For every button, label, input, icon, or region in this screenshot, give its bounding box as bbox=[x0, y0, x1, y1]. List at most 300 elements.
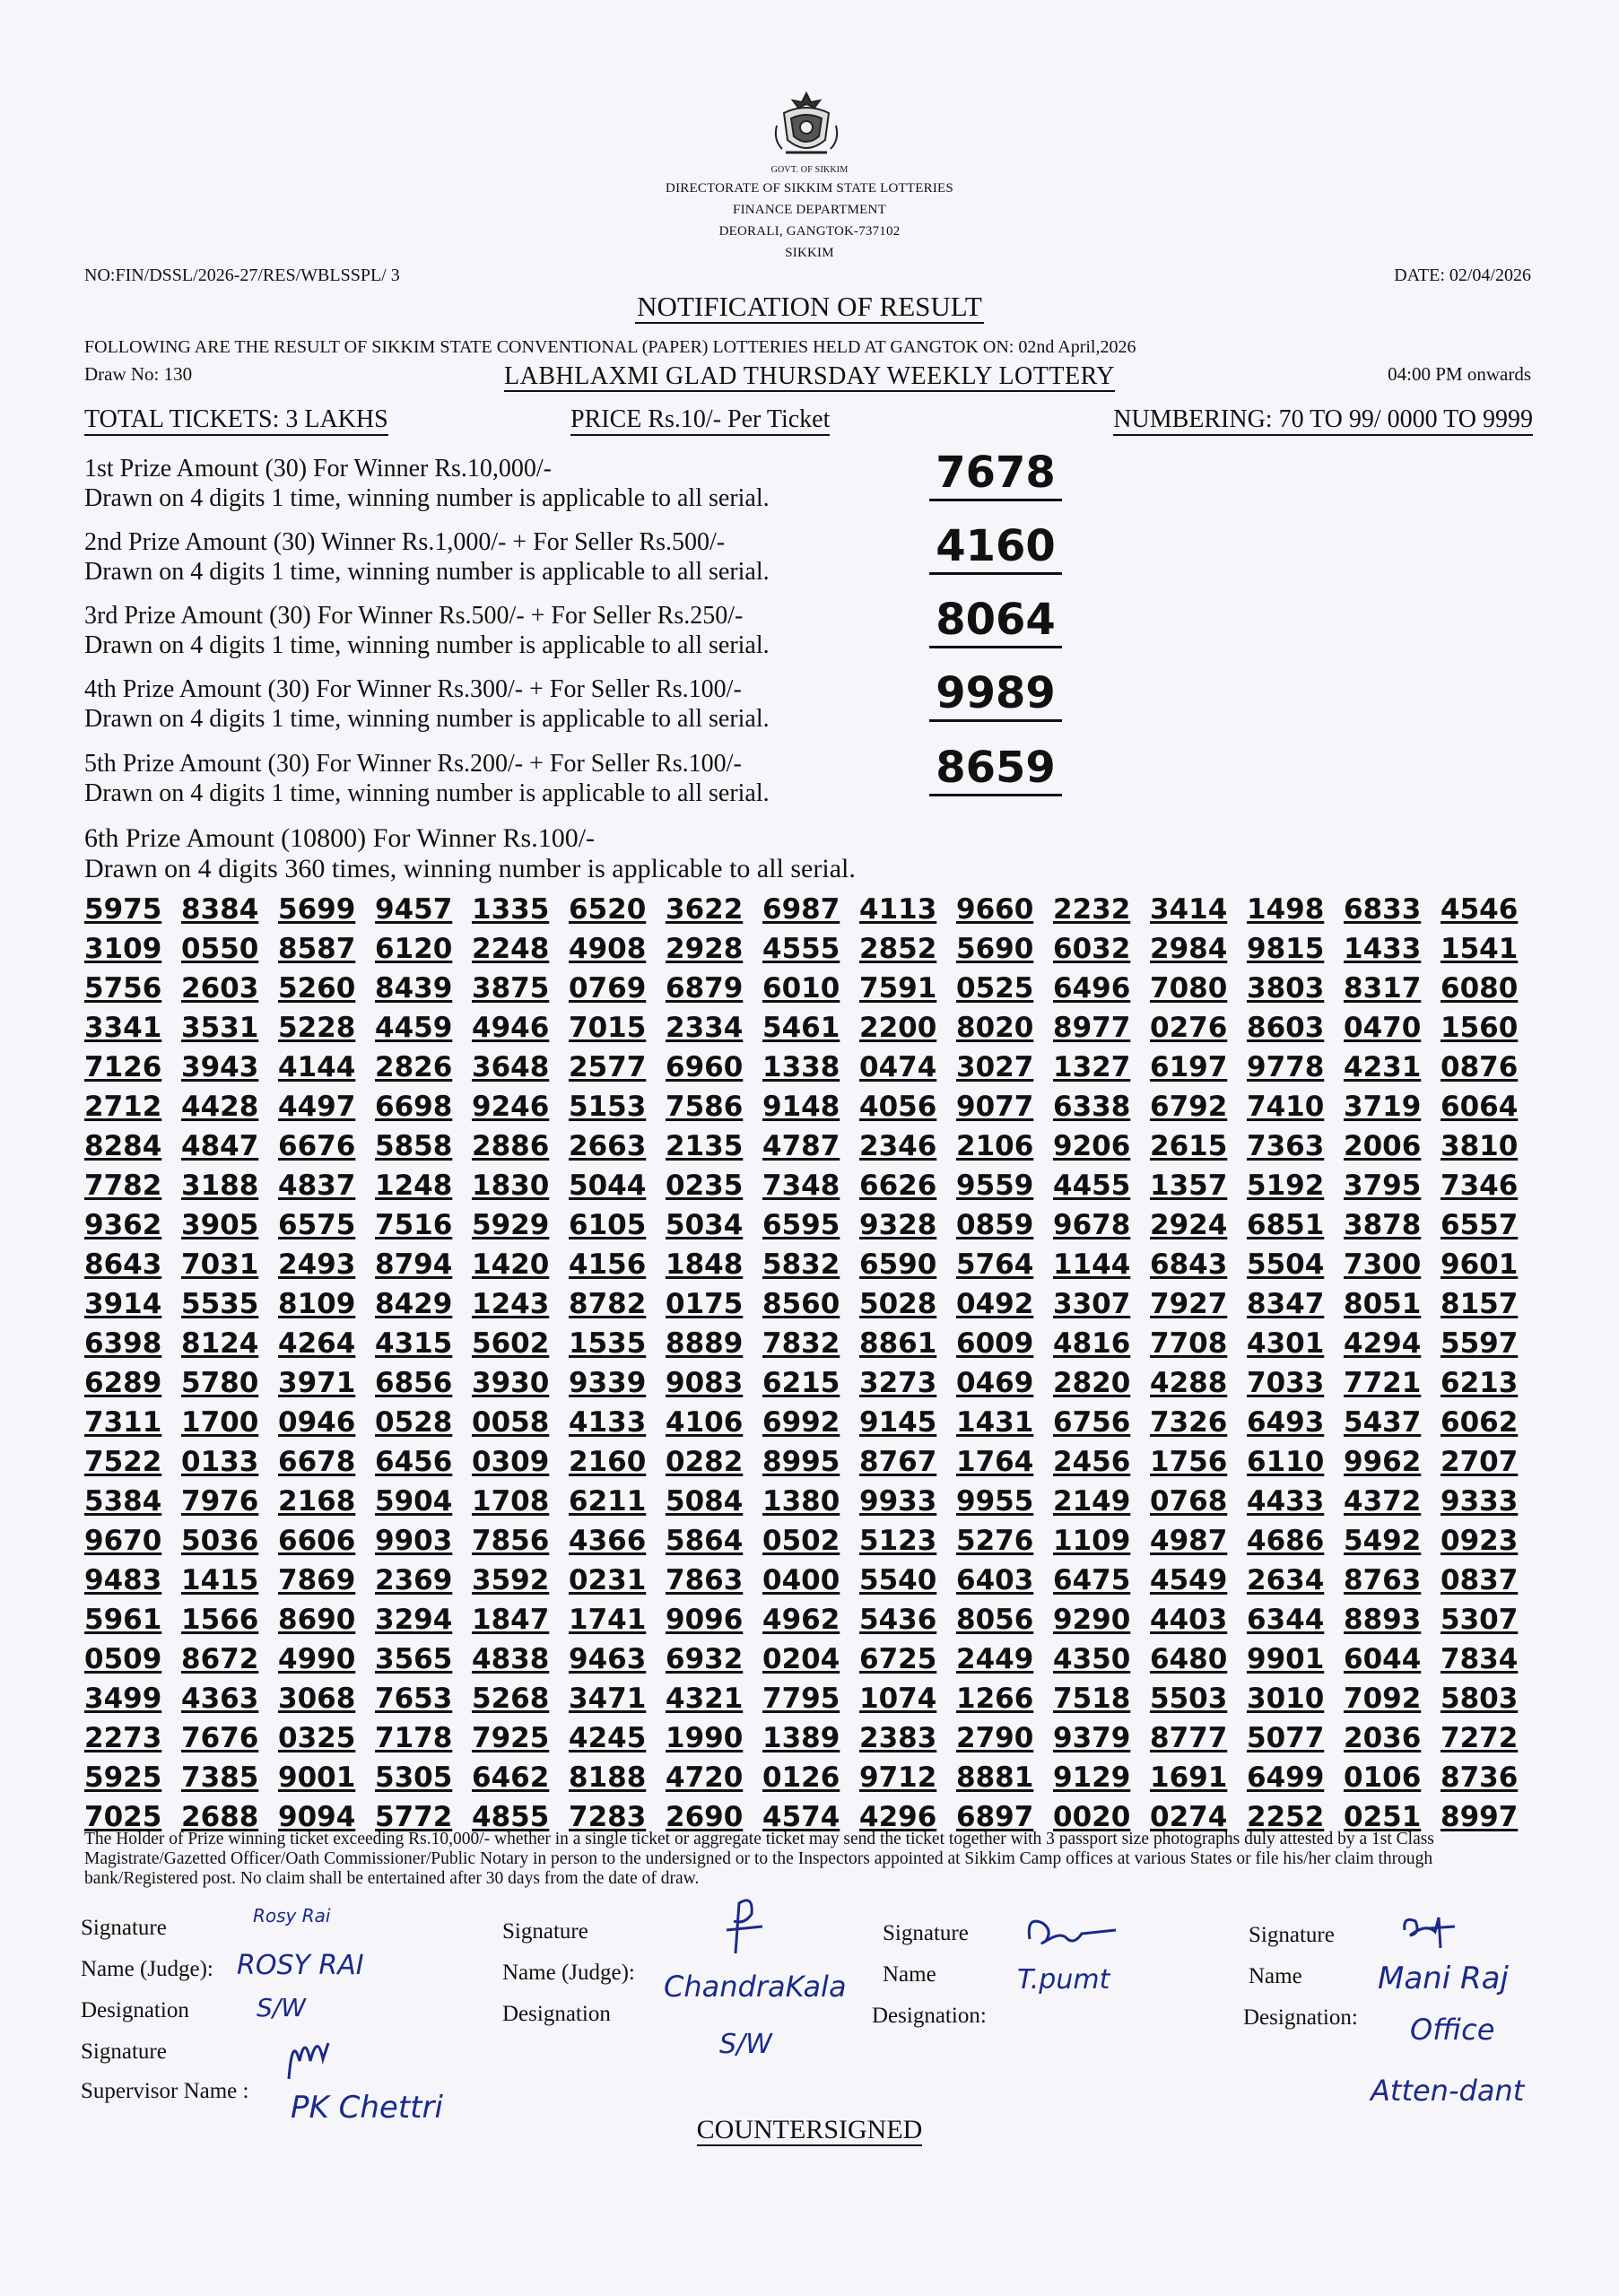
prize-6-number: 5504 bbox=[1247, 1248, 1325, 1281]
prize-6-number: 1560 bbox=[1441, 1012, 1519, 1044]
prize-6-number: 5260 bbox=[278, 972, 356, 1004]
prize-6-number: 8893 bbox=[1344, 1604, 1422, 1636]
prize-6-number: 6987 bbox=[762, 893, 840, 926]
prize-6-number: 0502 bbox=[762, 1525, 840, 1557]
prize-6-number: 4156 bbox=[569, 1248, 647, 1281]
supervisor-name-value: PK Chettri bbox=[291, 2090, 443, 2126]
prize-6-number: 3531 bbox=[181, 1012, 259, 1044]
prize-6-number: 2615 bbox=[1150, 1130, 1228, 1162]
prize-6-number: 6062 bbox=[1441, 1406, 1519, 1439]
draw-description: FOLLOWING ARE THE RESULT OF SIKKIM STATE CONVENTIONAL (PAPER) LOTTERIES HELD AT GANGTOK ON: 02nd April,2026 bbox=[84, 337, 1136, 357]
prize-6-number: 4546 bbox=[1441, 893, 1519, 926]
prize-6-number: 4847 bbox=[181, 1130, 259, 1162]
prize-6-number: 5036 bbox=[181, 1525, 259, 1557]
prize-6-number: 1566 bbox=[181, 1604, 259, 1636]
prize-6-number: 0274 bbox=[1150, 1801, 1228, 1833]
prize-6-number: 6044 bbox=[1344, 1643, 1422, 1675]
prize-6-number: 2603 bbox=[181, 972, 259, 1004]
prize-6-number: 5034 bbox=[666, 1209, 744, 1241]
prize-6-number: 4428 bbox=[181, 1091, 259, 1123]
prize-6-number: 7591 bbox=[859, 972, 937, 1004]
prize-6-number: 4366 bbox=[569, 1525, 647, 1557]
prize-6-number: 6480 bbox=[1150, 1643, 1228, 1675]
prize-6-number: 7348 bbox=[762, 1170, 840, 1202]
col4-designation-label: Designation: bbox=[1243, 2005, 1358, 2030]
col1-signature-handwriting: Rosy Rai bbox=[253, 1905, 331, 1926]
prize-6-number: 3565 bbox=[375, 1643, 453, 1675]
prize-6-number: 9094 bbox=[278, 1801, 356, 1833]
prize-6-number: 0020 bbox=[1053, 1801, 1131, 1833]
col3-designation-label: Designation: bbox=[872, 2004, 987, 2028]
prize-6-number: 4403 bbox=[1150, 1604, 1228, 1636]
prize-6-number: 4433 bbox=[1247, 1485, 1325, 1518]
prize-6-number: 1420 bbox=[472, 1248, 550, 1281]
prize-6-number: 6960 bbox=[666, 1051, 744, 1083]
prize-6-number: 1357 bbox=[1150, 1170, 1228, 1202]
prize-6-number: 3307 bbox=[1053, 1288, 1131, 1320]
prize-6-number: 0528 bbox=[375, 1406, 453, 1439]
prize-6-number: 9955 bbox=[956, 1485, 1034, 1518]
prize-6-number: 1700 bbox=[181, 1406, 259, 1439]
prize-6-number: 8794 bbox=[375, 1248, 453, 1281]
prize-6-number: 2149 bbox=[1053, 1485, 1131, 1518]
prize-6-number: 4056 bbox=[859, 1091, 937, 1123]
prize-6-number: 2493 bbox=[278, 1248, 356, 1281]
prize-6-number: 8429 bbox=[375, 1288, 453, 1320]
prize-6-number: 9145 bbox=[859, 1406, 937, 1439]
prize-6-number: 1990 bbox=[666, 1722, 744, 1754]
prize-6-number: 2248 bbox=[472, 933, 550, 965]
prize-6-number: 6698 bbox=[375, 1091, 453, 1123]
prize-6-number: 6215 bbox=[762, 1367, 840, 1399]
prize-6-number: 9901 bbox=[1247, 1643, 1325, 1675]
reference-number: NO:FIN/DSSL/2026-27/RES/WBLSSPL/ 3 bbox=[84, 265, 400, 285]
prize-6-number: 0231 bbox=[569, 1564, 647, 1596]
prize-6-number: 4363 bbox=[181, 1683, 259, 1715]
prize-6-number: 7522 bbox=[84, 1446, 162, 1478]
prize-6-number: 1848 bbox=[666, 1248, 744, 1281]
prize-6-number: 8782 bbox=[569, 1288, 647, 1320]
prize-6-number: 7363 bbox=[1247, 1130, 1325, 1162]
prize-6-number: 6493 bbox=[1247, 1406, 1325, 1439]
prize-6-number: 5503 bbox=[1150, 1683, 1228, 1715]
prize-6-number: 1830 bbox=[472, 1170, 550, 1202]
prize-6-number: 6676 bbox=[278, 1130, 356, 1162]
prize-6-number: 1764 bbox=[956, 1446, 1034, 1478]
prize-6-number: 8020 bbox=[956, 1012, 1034, 1044]
prize-6-number: 4264 bbox=[278, 1327, 356, 1360]
prize-6-number: 6010 bbox=[762, 972, 840, 1004]
prize-6-number: 6032 bbox=[1053, 933, 1131, 965]
prize-6-number: 1415 bbox=[181, 1564, 259, 1596]
prize-6-number: 0204 bbox=[762, 1643, 840, 1675]
col3-signature-label: Signature bbox=[883, 1921, 969, 1945]
prize-4-winning-number: 9989 bbox=[929, 667, 1062, 722]
prize-6-number: 0769 bbox=[569, 972, 647, 1004]
prize-6-number: 5307 bbox=[1441, 1604, 1519, 1636]
prize-6-number: 9712 bbox=[859, 1761, 937, 1794]
prize-6-number: 5832 bbox=[762, 1248, 840, 1281]
prize-6-number: 3414 bbox=[1150, 893, 1228, 926]
prize-6-number: 2688 bbox=[181, 1801, 259, 1833]
prize-6-number: 9670 bbox=[84, 1525, 162, 1557]
prize-6-number: 2252 bbox=[1247, 1801, 1325, 1833]
prize-6-number: 5699 bbox=[278, 893, 356, 926]
prize-6-number: 4855 bbox=[472, 1801, 550, 1833]
lottery-name: LABHLAXMI GLAD THURSDAY WEEKLY LOTTERY bbox=[504, 362, 1115, 390]
prize-6-number: 6595 bbox=[762, 1209, 840, 1241]
prize-6-number: 3878 bbox=[1344, 1209, 1422, 1241]
prize-6-number: 0859 bbox=[956, 1209, 1034, 1241]
notification-title: NOTIFICATION OF RESULT bbox=[637, 291, 982, 322]
prize-6-number: 1243 bbox=[472, 1288, 550, 1320]
prize-6-number: 0946 bbox=[278, 1406, 356, 1439]
prize-6-number: 9246 bbox=[472, 1091, 550, 1123]
prize-6-number: 4321 bbox=[666, 1683, 744, 1715]
prize-6-number: 8767 bbox=[859, 1446, 937, 1478]
prize-6-number: 7300 bbox=[1344, 1248, 1422, 1281]
prize-6-number: 9483 bbox=[84, 1564, 162, 1596]
prize-6-number: 5436 bbox=[859, 1604, 937, 1636]
prize-6-number: 4113 bbox=[859, 893, 937, 926]
prize-6-number: 9601 bbox=[1441, 1248, 1519, 1281]
prize-6-number: 0470 bbox=[1344, 1012, 1422, 1044]
prize-6-number: 8347 bbox=[1247, 1288, 1325, 1320]
prize-6-number: 2273 bbox=[84, 1722, 162, 1754]
prize-6-number: 9463 bbox=[569, 1643, 647, 1675]
prize-6-number: 9148 bbox=[762, 1091, 840, 1123]
prize-6-number: 5192 bbox=[1247, 1170, 1325, 1202]
prize-6-number: 4372 bbox=[1344, 1485, 1422, 1518]
prize-6-number: 7410 bbox=[1247, 1091, 1325, 1123]
prize-6-number: 3810 bbox=[1441, 1130, 1519, 1162]
supervisor-name-label: Supervisor Name : bbox=[81, 2079, 249, 2103]
prize-6-number: 3622 bbox=[666, 893, 744, 926]
prize-3-text: 3rd Prize Amount (30) For Winner Rs.500/- + For Seller Rs.250/- Drawn on 4 digits 1 time, winning number is applicable to all serial. bbox=[84, 602, 770, 659]
prize-6-number: 2852 bbox=[859, 933, 937, 965]
prize-6-number: 1338 bbox=[762, 1051, 840, 1083]
prize-6-number: 9457 bbox=[375, 893, 453, 926]
prize-6-number: 2160 bbox=[569, 1446, 647, 1478]
prize-6-number: 7126 bbox=[84, 1051, 162, 1083]
prize-6-number: 7782 bbox=[84, 1170, 162, 1202]
prize-6-number: 0768 bbox=[1150, 1485, 1228, 1518]
prize-6-number: 8995 bbox=[762, 1446, 840, 1478]
prize-6-number: 1335 bbox=[472, 893, 550, 926]
countersigned-label: COUNTERSIGNED bbox=[696, 2115, 923, 2144]
prize-6-number: 6403 bbox=[956, 1564, 1034, 1596]
address: DEORALI, GANGTOK-737102 bbox=[718, 224, 901, 239]
prize-6-number: 5268 bbox=[472, 1683, 550, 1715]
prize-6-number: 5803 bbox=[1441, 1683, 1519, 1715]
prize-6-number: 8777 bbox=[1150, 1722, 1228, 1754]
prize-6-number: 3795 bbox=[1344, 1170, 1422, 1202]
prize-6-number: 7925 bbox=[472, 1722, 550, 1754]
prize-6-number: 7385 bbox=[181, 1761, 259, 1794]
prize-6-number: 5961 bbox=[84, 1604, 162, 1636]
prize-6-number: 0133 bbox=[181, 1446, 259, 1478]
prize-6-number: 2928 bbox=[666, 933, 744, 965]
prize-6-number: 1389 bbox=[762, 1722, 840, 1754]
numbering-range: NUMBERING: 70 TO 99/ 0000 TO 9999 bbox=[1113, 405, 1533, 434]
prize-6-number: 5084 bbox=[666, 1485, 744, 1518]
prize-6-number: 6064 bbox=[1441, 1091, 1519, 1123]
prize-6-number: 4787 bbox=[762, 1130, 840, 1162]
prize-6-number: 3914 bbox=[84, 1288, 162, 1320]
prize-6-number: 1756 bbox=[1150, 1446, 1228, 1478]
prize-6-number: 7518 bbox=[1053, 1683, 1131, 1715]
prize-6-number: 9815 bbox=[1247, 933, 1325, 965]
prize-6-number: 2200 bbox=[859, 1012, 937, 1044]
prize-6-number: 9129 bbox=[1053, 1761, 1131, 1794]
prize-6-number: 8690 bbox=[278, 1604, 356, 1636]
col4-designation-value-2: Atten-dant bbox=[1371, 2074, 1525, 2108]
prize-6-number: 2826 bbox=[375, 1051, 453, 1083]
prize-2-text: 2nd Prize Amount (30) Winner Rs.1,000/- + For Seller Rs.500/- Drawn on 4 digits 1 time, winning number is applicable to all serial. bbox=[84, 528, 770, 586]
prize-6-number: 4106 bbox=[666, 1406, 744, 1439]
prize-6-number: 9559 bbox=[956, 1170, 1034, 1202]
prize-6-number: 6475 bbox=[1053, 1564, 1131, 1596]
prize-6-number: 8977 bbox=[1053, 1012, 1131, 1044]
prize-6-number: 9206 bbox=[1053, 1130, 1131, 1162]
prize-6-number: 4962 bbox=[762, 1604, 840, 1636]
prize-6-number: 5597 bbox=[1441, 1327, 1519, 1360]
prize-6-number: 6833 bbox=[1344, 893, 1422, 926]
prize-6-number: 5864 bbox=[666, 1525, 744, 1557]
prize-6-number: 5535 bbox=[181, 1288, 259, 1320]
prize-6-number: 7856 bbox=[472, 1525, 550, 1557]
prize-6-number: 7676 bbox=[181, 1722, 259, 1754]
prize-6-number: 9083 bbox=[666, 1367, 744, 1399]
prize-6-number: 7283 bbox=[569, 1801, 647, 1833]
prize-6-number: 6110 bbox=[1247, 1446, 1325, 1478]
prize-6-number: 9660 bbox=[956, 893, 1034, 926]
prize-6-number: 4686 bbox=[1247, 1525, 1325, 1557]
col2-designation-value: S/W bbox=[719, 2029, 772, 2060]
col3-name-value: T.pumt bbox=[1017, 1964, 1110, 1996]
prize-6-number: 0251 bbox=[1344, 1801, 1422, 1833]
col3-name-label: Name bbox=[883, 1962, 936, 1987]
prize-6-number: 3592 bbox=[472, 1564, 550, 1596]
department-name: FINANCE DEPARTMENT bbox=[733, 203, 886, 217]
prize-6-number: 2449 bbox=[956, 1643, 1034, 1675]
prize-6-number: 0923 bbox=[1441, 1525, 1519, 1557]
prize-6-number: 4816 bbox=[1053, 1327, 1131, 1360]
prize-6-number: 2690 bbox=[666, 1801, 744, 1833]
prize-6-number: 7033 bbox=[1247, 1367, 1325, 1399]
prize-1-winning-number: 7678 bbox=[929, 447, 1062, 501]
prize-6-number: 4837 bbox=[278, 1170, 356, 1202]
prize-6-number: 5153 bbox=[569, 1091, 647, 1123]
prize-6-number: 7092 bbox=[1344, 1683, 1422, 1715]
prize-6-number: 7586 bbox=[666, 1091, 744, 1123]
prize-6-number: 7346 bbox=[1441, 1170, 1519, 1202]
prize-6-number: 6932 bbox=[666, 1643, 744, 1675]
prize-6-number: 3027 bbox=[956, 1051, 1034, 1083]
prize-6-number: 4987 bbox=[1150, 1525, 1228, 1557]
prize-6-number: 4549 bbox=[1150, 1564, 1228, 1596]
prize-6-number: 8997 bbox=[1441, 1801, 1519, 1833]
prize-6-number: 8056 bbox=[956, 1604, 1034, 1636]
col2-name-label: Name (Judge): bbox=[502, 1961, 635, 1985]
prize-6-number: 9077 bbox=[956, 1091, 1034, 1123]
prize-6-number: 9379 bbox=[1053, 1722, 1131, 1754]
prize-6-number: 2924 bbox=[1150, 1209, 1228, 1241]
col3-signature-scribble bbox=[1023, 1912, 1121, 1952]
prize-6-number: 5123 bbox=[859, 1525, 937, 1557]
prize-6-number: 0469 bbox=[956, 1367, 1034, 1399]
prize-6-number: 5305 bbox=[375, 1761, 453, 1794]
prize-6-number: 1074 bbox=[859, 1683, 937, 1715]
prize-6-number: 3273 bbox=[859, 1367, 937, 1399]
prize-6-number: 5044 bbox=[569, 1170, 647, 1202]
prize-6-number: 2106 bbox=[956, 1130, 1034, 1162]
prize-6-number: 4315 bbox=[375, 1327, 453, 1360]
prize-6-number: 7516 bbox=[375, 1209, 453, 1241]
prize-6-number: 7795 bbox=[762, 1683, 840, 1715]
prize-6-number: 5540 bbox=[859, 1564, 937, 1596]
prize-6-number: 5764 bbox=[956, 1248, 1034, 1281]
prize-6-number: 1433 bbox=[1344, 933, 1422, 965]
prize-6-number: 2383 bbox=[859, 1722, 937, 1754]
col1-designation-value: S/W bbox=[257, 1993, 306, 2022]
prize-6-number: 3499 bbox=[84, 1683, 162, 1715]
sikkim-emblem-icon bbox=[770, 90, 843, 169]
prize-6-number: 5975 bbox=[84, 893, 162, 926]
prize-6-number: 7832 bbox=[762, 1327, 840, 1360]
prize-6-number: 7272 bbox=[1441, 1722, 1519, 1754]
prize-6-number: 5929 bbox=[472, 1209, 550, 1241]
prize-6-number: 3719 bbox=[1344, 1091, 1422, 1123]
prize-6-number: 8672 bbox=[181, 1643, 259, 1675]
prize-6-number: 6338 bbox=[1053, 1091, 1131, 1123]
prize-6-number: 5858 bbox=[375, 1130, 453, 1162]
prize-6-number: 0550 bbox=[181, 933, 259, 965]
col4-name-label: Name bbox=[1249, 1964, 1302, 1988]
col1-signature2-label: Signature bbox=[81, 2039, 167, 2064]
prize-6-number: 6462 bbox=[472, 1761, 550, 1794]
prize-6-number: 3943 bbox=[181, 1051, 259, 1083]
prize-6-number: 4301 bbox=[1247, 1327, 1325, 1360]
prize-6-number: 7080 bbox=[1150, 972, 1228, 1004]
prize-6-number: 6211 bbox=[569, 1485, 647, 1518]
prize-6-number: 7721 bbox=[1344, 1367, 1422, 1399]
col1-signature-label: Signature bbox=[81, 1916, 167, 1940]
prize-6-number: 4838 bbox=[472, 1643, 550, 1675]
prize-6-number: 3803 bbox=[1247, 972, 1325, 1004]
prize-6-number: 6557 bbox=[1441, 1209, 1519, 1241]
prize-6-number: 2346 bbox=[859, 1130, 937, 1162]
prize-6-number: 4990 bbox=[278, 1643, 356, 1675]
col4-name-value: Mani Raj bbox=[1378, 1961, 1509, 1996]
state-name: SIKKIM bbox=[785, 246, 834, 260]
prize-6-number: 6792 bbox=[1150, 1091, 1228, 1123]
prize-6-number: 4144 bbox=[278, 1051, 356, 1083]
col1-name-value: ROSY RAI bbox=[237, 1950, 364, 1981]
prize-6-number: 8439 bbox=[375, 972, 453, 1004]
prize-6-number: 1248 bbox=[375, 1170, 453, 1202]
prize-3-winning-number: 8064 bbox=[929, 594, 1062, 648]
prize-6-number: 4459 bbox=[375, 1012, 453, 1044]
prize-6-number: 3294 bbox=[375, 1604, 453, 1636]
prize-6-number: 2790 bbox=[956, 1722, 1034, 1754]
prize-6-number: 0492 bbox=[956, 1288, 1034, 1320]
prize-6-number: 5276 bbox=[956, 1525, 1034, 1557]
supervisor-signature-scribble bbox=[283, 2025, 337, 2088]
prize-6-number: 0276 bbox=[1150, 1012, 1228, 1044]
prize-6-number: 9903 bbox=[375, 1525, 453, 1557]
prize-6-number: 6843 bbox=[1150, 1248, 1228, 1281]
prize-6-number: 8587 bbox=[278, 933, 356, 965]
prize-6-number: 9362 bbox=[84, 1209, 162, 1241]
prize-6-number: 8284 bbox=[84, 1130, 162, 1162]
col2-name-value: ChandraKala bbox=[664, 1970, 847, 2004]
col4-signature-scribble bbox=[1399, 1912, 1462, 1953]
draw-time: 04:00 PM onwards bbox=[1388, 363, 1531, 385]
prize-6-number: 4555 bbox=[762, 933, 840, 965]
prize-6-number: 6575 bbox=[278, 1209, 356, 1241]
prize-6-number: 6496 bbox=[1053, 972, 1131, 1004]
prize-6-number: 1741 bbox=[569, 1604, 647, 1636]
prize-6-number: 0876 bbox=[1441, 1051, 1519, 1083]
prize-6-number: 7653 bbox=[375, 1683, 453, 1715]
prize-6-number: 4455 bbox=[1053, 1170, 1131, 1202]
prize-6-number: 3905 bbox=[181, 1209, 259, 1241]
prize-6-number: 6851 bbox=[1247, 1209, 1325, 1241]
prize-6-number: 8317 bbox=[1344, 972, 1422, 1004]
prize-6-number: 2712 bbox=[84, 1091, 162, 1123]
prize-6-number: 5772 bbox=[375, 1801, 453, 1833]
prize-6-number-grid bbox=[84, 890, 1537, 1837]
prize-6-number: 9328 bbox=[859, 1209, 937, 1241]
prize-6-number: 2577 bbox=[569, 1051, 647, 1083]
prize-6-number: 7927 bbox=[1150, 1288, 1228, 1320]
prize-6-number: 7025 bbox=[84, 1801, 162, 1833]
prize-6-number: 6725 bbox=[859, 1643, 937, 1675]
prize-6-number: 1847 bbox=[472, 1604, 550, 1636]
prize-6-number: 6398 bbox=[84, 1327, 162, 1360]
prize-6-number: 9001 bbox=[278, 1761, 356, 1794]
prize-6-number: 0282 bbox=[666, 1446, 744, 1478]
prize-6-number: 4133 bbox=[569, 1406, 647, 1439]
prize-6-number: 0309 bbox=[472, 1446, 550, 1478]
prize-6-number: 7708 bbox=[1150, 1327, 1228, 1360]
prize-6-number: 6213 bbox=[1441, 1367, 1519, 1399]
prize-6-number: 2369 bbox=[375, 1564, 453, 1596]
prize-2-winning-number: 4160 bbox=[929, 520, 1062, 575]
prize-6-number: 8188 bbox=[569, 1761, 647, 1794]
prize-6-number: 5028 bbox=[859, 1288, 937, 1320]
prize-6-number: 1327 bbox=[1053, 1051, 1131, 1083]
prize-6-number: 3471 bbox=[569, 1683, 647, 1715]
prize-6-number: 1498 bbox=[1247, 893, 1325, 926]
prize-6-number: 2886 bbox=[472, 1130, 550, 1162]
prize-6-number: 4288 bbox=[1150, 1367, 1228, 1399]
prize-6-number: 3648 bbox=[472, 1051, 550, 1083]
prize-6-number: 0837 bbox=[1441, 1564, 1519, 1596]
prize-6-number: 1535 bbox=[569, 1327, 647, 1360]
emblem-caption: GOVT. OF SIKKIM bbox=[770, 165, 849, 175]
prize-1-text: 1st Prize Amount (30) For Winner Rs.10,000/- Drawn on 4 digits 1 time, winning number is applicable to all serial. bbox=[84, 455, 770, 512]
col1-name-label: Name (Judge): bbox=[81, 1957, 213, 1981]
prize-6-number: 6080 bbox=[1441, 972, 1519, 1004]
prize-6-number: 0400 bbox=[762, 1564, 840, 1596]
prize-6-number: 8051 bbox=[1344, 1288, 1422, 1320]
col4-signature-label: Signature bbox=[1249, 1923, 1335, 1947]
prize-6-number: 4245 bbox=[569, 1722, 647, 1754]
prize-6-number: 6105 bbox=[569, 1209, 647, 1241]
prize-6-number: 0235 bbox=[666, 1170, 744, 1202]
